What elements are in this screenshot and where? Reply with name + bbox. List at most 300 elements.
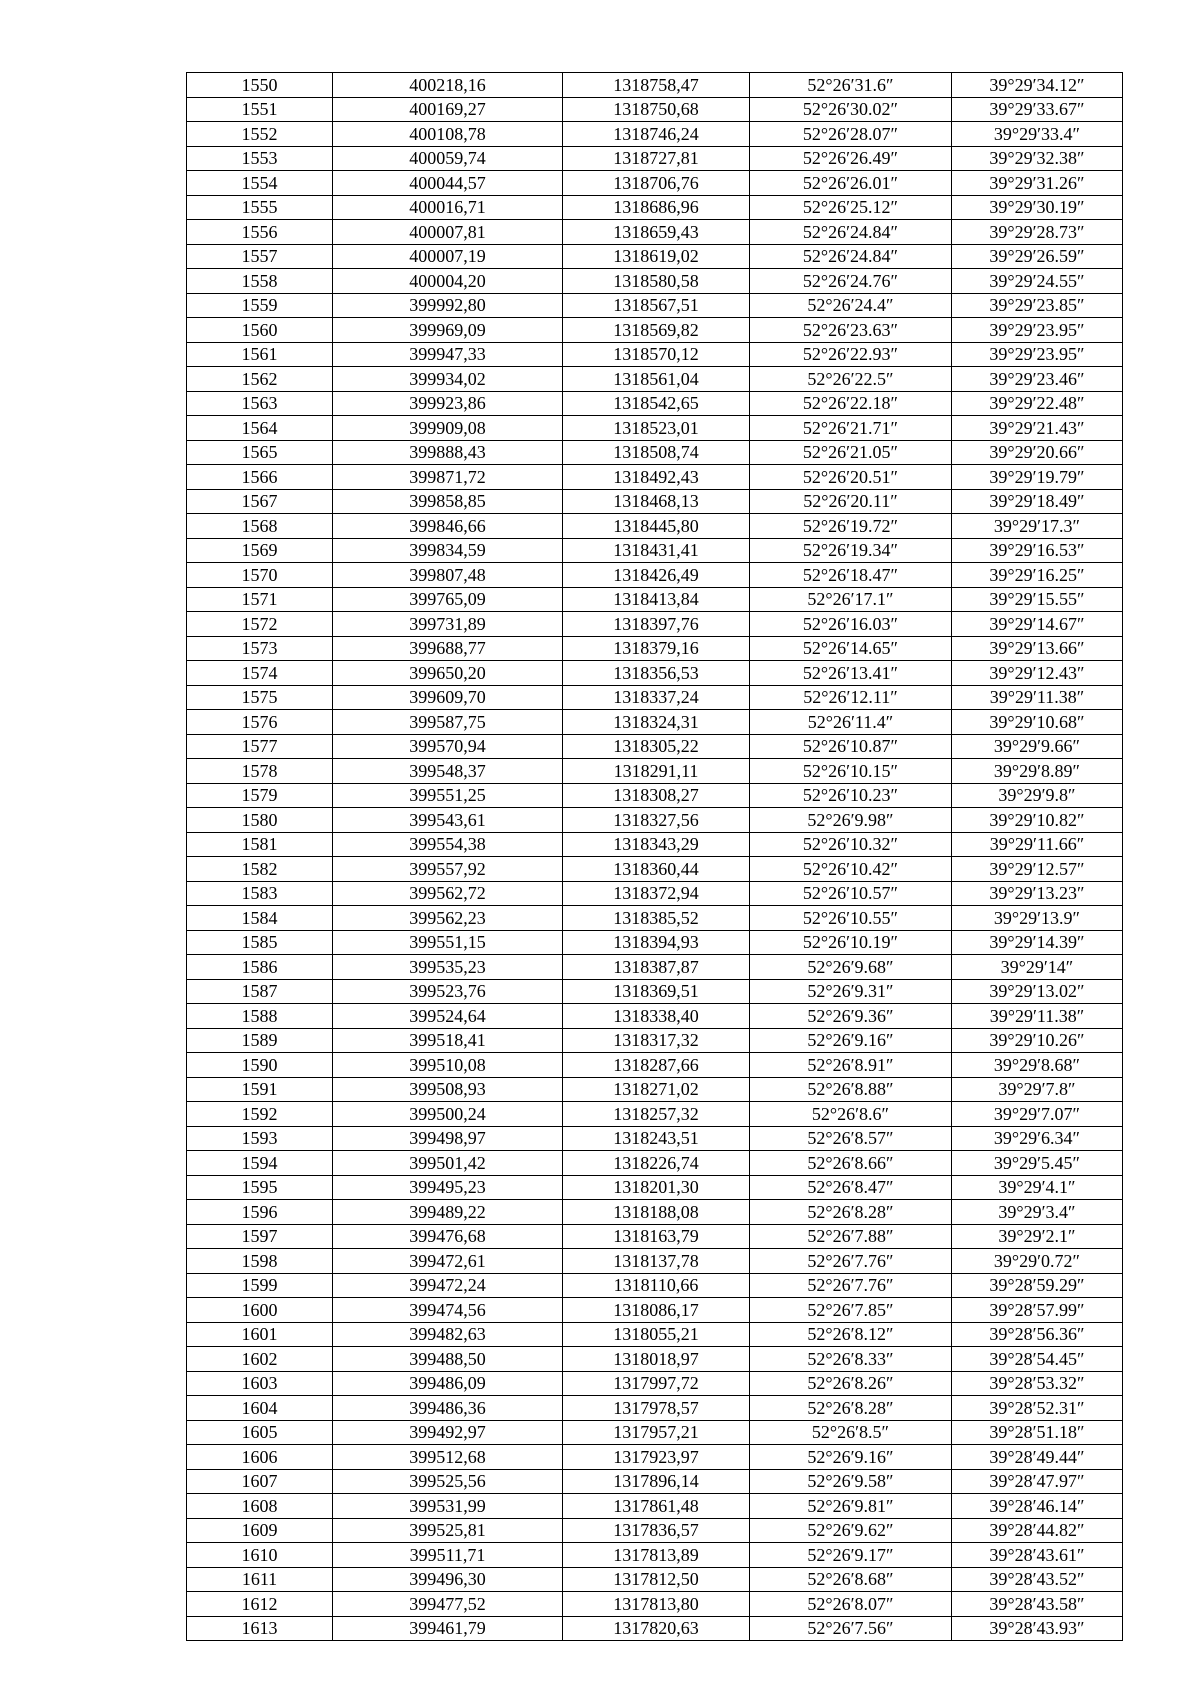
- x-coordinate-cell: 399947,33: [333, 342, 563, 367]
- longitude-cell: 39°28′57.99″: [952, 1298, 1123, 1323]
- latitude-cell: 52°26′18.47″: [750, 563, 952, 588]
- longitude-cell: 39°29′14.39″: [952, 930, 1123, 955]
- y-coordinate-cell: 1318580,58: [563, 269, 750, 294]
- point-number-cell: 1596: [187, 1200, 333, 1225]
- x-coordinate-cell: 399486,09: [333, 1371, 563, 1396]
- x-coordinate-cell: 399531,99: [333, 1494, 563, 1519]
- latitude-cell: 52°26′10.57″: [750, 881, 952, 906]
- table-row: [187, 1322, 1123, 1347]
- y-coordinate-cell: 1318569,82: [563, 318, 750, 343]
- table-row: [187, 97, 1123, 122]
- point-number-cell: 1590: [187, 1053, 333, 1078]
- table-row: [187, 1298, 1123, 1323]
- table-row: [187, 636, 1123, 661]
- table-row: [187, 832, 1123, 857]
- point-number-cell: 1582: [187, 857, 333, 882]
- latitude-cell: 52°26′7.88″: [750, 1224, 952, 1249]
- table-row: [187, 1469, 1123, 1494]
- table-row: [187, 1102, 1123, 1127]
- x-coordinate-cell: 399496,30: [333, 1567, 563, 1592]
- longitude-cell: 39°29′13.66″: [952, 636, 1123, 661]
- table-row: [187, 244, 1123, 269]
- table-row: [187, 1592, 1123, 1617]
- table-row: [187, 979, 1123, 1004]
- point-number-cell: 1608: [187, 1494, 333, 1519]
- point-number-cell: 1599: [187, 1273, 333, 1298]
- longitude-cell: 39°28′52.31″: [952, 1396, 1123, 1421]
- table-row: [187, 391, 1123, 416]
- x-coordinate-cell: 399650,20: [333, 661, 563, 686]
- table-row: [187, 1028, 1123, 1053]
- point-number-cell: 1588: [187, 1004, 333, 1029]
- x-coordinate-cell: 399511,71: [333, 1543, 563, 1568]
- x-coordinate-cell: 399731,89: [333, 612, 563, 637]
- longitude-cell: 39°29′24.55″: [952, 269, 1123, 294]
- table-row: [187, 1249, 1123, 1274]
- y-coordinate-cell: 1318360,44: [563, 857, 750, 882]
- point-number-cell: 1562: [187, 367, 333, 392]
- x-coordinate-cell: 400218,16: [333, 73, 563, 98]
- x-coordinate-cell: 399557,92: [333, 857, 563, 882]
- y-coordinate-cell: 1318445,80: [563, 514, 750, 539]
- longitude-cell: 39°29′12.57″: [952, 857, 1123, 882]
- latitude-cell: 52°26′24.4″: [750, 293, 952, 318]
- x-coordinate-cell: 399476,68: [333, 1224, 563, 1249]
- latitude-cell: 52°26′9.31″: [750, 979, 952, 1004]
- y-coordinate-cell: 1318379,16: [563, 636, 750, 661]
- latitude-cell: 52°26′25.12″: [750, 195, 952, 220]
- latitude-cell: 52°26′8.88″: [750, 1077, 952, 1102]
- y-coordinate-cell: 1318201,30: [563, 1175, 750, 1200]
- table-row: [187, 440, 1123, 465]
- longitude-cell: 39°29′32.38″: [952, 146, 1123, 171]
- latitude-cell: 52°26′10.19″: [750, 930, 952, 955]
- y-coordinate-cell: 1318327,56: [563, 808, 750, 833]
- longitude-cell: 39°29′20.66″: [952, 440, 1123, 465]
- latitude-cell: 52°26′11.4″: [750, 710, 952, 735]
- x-coordinate-cell: 399834,59: [333, 538, 563, 563]
- longitude-cell: 39°29′8.68″: [952, 1053, 1123, 1078]
- x-coordinate-cell: 399688,77: [333, 636, 563, 661]
- longitude-cell: 39°29′15.55″: [952, 587, 1123, 612]
- y-coordinate-cell: 1317813,89: [563, 1543, 750, 1568]
- longitude-cell: 39°29′11.66″: [952, 832, 1123, 857]
- point-number-cell: 1561: [187, 342, 333, 367]
- point-number-cell: 1609: [187, 1518, 333, 1543]
- table-row: [187, 1200, 1123, 1225]
- x-coordinate-cell: 399587,75: [333, 710, 563, 735]
- longitude-cell: 39°29′30.19″: [952, 195, 1123, 220]
- point-number-cell: 1595: [187, 1175, 333, 1200]
- point-number-cell: 1556: [187, 220, 333, 245]
- longitude-cell: 39°28′44.82″: [952, 1518, 1123, 1543]
- y-coordinate-cell: 1318492,43: [563, 465, 750, 490]
- table-row: [187, 269, 1123, 294]
- longitude-cell: 39°28′54.45″: [952, 1347, 1123, 1372]
- y-coordinate-cell: 1317923,97: [563, 1445, 750, 1470]
- y-coordinate-cell: 1318337,24: [563, 685, 750, 710]
- y-coordinate-cell: 1318308,27: [563, 783, 750, 808]
- latitude-cell: 52°26′20.51″: [750, 465, 952, 490]
- table-row: [187, 710, 1123, 735]
- y-coordinate-cell: 1318508,74: [563, 440, 750, 465]
- longitude-cell: 39°28′47.97″: [952, 1469, 1123, 1494]
- point-number-cell: 1576: [187, 710, 333, 735]
- x-coordinate-cell: 399486,36: [333, 1396, 563, 1421]
- y-coordinate-cell: 1318271,02: [563, 1077, 750, 1102]
- y-coordinate-cell: 1318385,52: [563, 906, 750, 931]
- y-coordinate-cell: 1318567,51: [563, 293, 750, 318]
- latitude-cell: 52°26′9.68″: [750, 955, 952, 980]
- x-coordinate-cell: 400007,81: [333, 220, 563, 245]
- y-coordinate-cell: 1318394,93: [563, 930, 750, 955]
- table-row: [187, 1273, 1123, 1298]
- latitude-cell: 52°26′10.42″: [750, 857, 952, 882]
- y-coordinate-cell: 1318317,32: [563, 1028, 750, 1053]
- table-row: [187, 1396, 1123, 1421]
- point-number-cell: 1589: [187, 1028, 333, 1053]
- table-row: [187, 514, 1123, 539]
- coordinates-table-body: [187, 73, 1123, 1641]
- latitude-cell: 52°26′7.85″: [750, 1298, 952, 1323]
- latitude-cell: 52°26′8.91″: [750, 1053, 952, 1078]
- point-number-cell: 1578: [187, 759, 333, 784]
- latitude-cell: 52°26′22.93″: [750, 342, 952, 367]
- longitude-cell: 39°29′19.79″: [952, 465, 1123, 490]
- latitude-cell: 52°26′8.47″: [750, 1175, 952, 1200]
- point-number-cell: 1587: [187, 979, 333, 1004]
- table-row: [187, 171, 1123, 196]
- latitude-cell: 52°26′23.63″: [750, 318, 952, 343]
- latitude-cell: 52°26′31.6″: [750, 73, 952, 98]
- x-coordinate-cell: 399492,97: [333, 1420, 563, 1445]
- longitude-cell: 39°29′23.85″: [952, 293, 1123, 318]
- x-coordinate-cell: 399858,85: [333, 489, 563, 514]
- y-coordinate-cell: 1318426,49: [563, 563, 750, 588]
- point-number-cell: 1560: [187, 318, 333, 343]
- point-number-cell: 1584: [187, 906, 333, 931]
- table-row: [187, 563, 1123, 588]
- table-row: [187, 808, 1123, 833]
- y-coordinate-cell: 1318356,53: [563, 661, 750, 686]
- latitude-cell: 52°26′24.84″: [750, 220, 952, 245]
- x-coordinate-cell: 399548,37: [333, 759, 563, 784]
- longitude-cell: 39°28′53.32″: [952, 1371, 1123, 1396]
- x-coordinate-cell: 399523,76: [333, 979, 563, 1004]
- y-coordinate-cell: 1318343,29: [563, 832, 750, 857]
- latitude-cell: 52°26′9.62″: [750, 1518, 952, 1543]
- point-number-cell: 1594: [187, 1151, 333, 1176]
- longitude-cell: 39°29′6.34″: [952, 1126, 1123, 1151]
- y-coordinate-cell: 1318305,22: [563, 734, 750, 759]
- table-row: [187, 1371, 1123, 1396]
- latitude-cell: 52°26′7.76″: [750, 1273, 952, 1298]
- table-row: [187, 1224, 1123, 1249]
- point-number-cell: 1585: [187, 930, 333, 955]
- table-row: [187, 122, 1123, 147]
- table-row: [187, 1567, 1123, 1592]
- point-number-cell: 1581: [187, 832, 333, 857]
- point-number-cell: 1550: [187, 73, 333, 98]
- x-coordinate-cell: 400044,57: [333, 171, 563, 196]
- x-coordinate-cell: 400016,71: [333, 195, 563, 220]
- x-coordinate-cell: 399524,64: [333, 1004, 563, 1029]
- y-coordinate-cell: 1318287,66: [563, 1053, 750, 1078]
- longitude-cell: 39°29′9.8″: [952, 783, 1123, 808]
- longitude-cell: 39°29′10.26″: [952, 1028, 1123, 1053]
- x-coordinate-cell: 399765,09: [333, 587, 563, 612]
- latitude-cell: 52°26′10.15″: [750, 759, 952, 784]
- point-number-cell: 1575: [187, 685, 333, 710]
- table-row: [187, 465, 1123, 490]
- y-coordinate-cell: 1318750,68: [563, 97, 750, 122]
- x-coordinate-cell: 399934,02: [333, 367, 563, 392]
- x-coordinate-cell: 399461,79: [333, 1616, 563, 1641]
- y-coordinate-cell: 1318188,08: [563, 1200, 750, 1225]
- x-coordinate-cell: 399472,24: [333, 1273, 563, 1298]
- table-row: [187, 1151, 1123, 1176]
- longitude-cell: 39°29′0.72″: [952, 1249, 1123, 1274]
- point-number-cell: 1557: [187, 244, 333, 269]
- y-coordinate-cell: 1317812,50: [563, 1567, 750, 1592]
- y-coordinate-cell: 1318397,76: [563, 612, 750, 637]
- latitude-cell: 52°26′9.36″: [750, 1004, 952, 1029]
- longitude-cell: 39°29′28.73″: [952, 220, 1123, 245]
- x-coordinate-cell: 399508,93: [333, 1077, 563, 1102]
- latitude-cell: 52°26′9.98″: [750, 808, 952, 833]
- table-row: [187, 195, 1123, 220]
- longitude-cell: 39°28′46.14″: [952, 1494, 1123, 1519]
- latitude-cell: 52°26′10.87″: [750, 734, 952, 759]
- latitude-cell: 52°26′9.81″: [750, 1494, 952, 1519]
- latitude-cell: 52°26′21.05″: [750, 440, 952, 465]
- latitude-cell: 52°26′9.16″: [750, 1028, 952, 1053]
- point-number-cell: 1555: [187, 195, 333, 220]
- point-number-cell: 1613: [187, 1616, 333, 1641]
- y-coordinate-cell: 1318468,13: [563, 489, 750, 514]
- point-number-cell: 1573: [187, 636, 333, 661]
- point-number-cell: 1572: [187, 612, 333, 637]
- latitude-cell: 52°26′8.26″: [750, 1371, 952, 1396]
- latitude-cell: 52°26′28.07″: [750, 122, 952, 147]
- y-coordinate-cell: 1318243,51: [563, 1126, 750, 1151]
- table-row: [187, 342, 1123, 367]
- table-row: [187, 906, 1123, 931]
- table-row: [187, 661, 1123, 686]
- longitude-cell: 39°29′5.45″: [952, 1151, 1123, 1176]
- x-coordinate-cell: 399501,42: [333, 1151, 563, 1176]
- point-number-cell: 1577: [187, 734, 333, 759]
- y-coordinate-cell: 1318758,47: [563, 73, 750, 98]
- longitude-cell: 39°29′7.07″: [952, 1102, 1123, 1127]
- longitude-cell: 39°29′11.38″: [952, 1004, 1123, 1029]
- y-coordinate-cell: 1318523,01: [563, 416, 750, 441]
- table-row: [187, 146, 1123, 171]
- latitude-cell: 52°26′19.72″: [750, 514, 952, 539]
- x-coordinate-cell: 399923,86: [333, 391, 563, 416]
- longitude-cell: 39°28′51.18″: [952, 1420, 1123, 1445]
- x-coordinate-cell: 399510,08: [333, 1053, 563, 1078]
- y-coordinate-cell: 1318727,81: [563, 146, 750, 171]
- point-number-cell: 1605: [187, 1420, 333, 1445]
- x-coordinate-cell: 399488,50: [333, 1347, 563, 1372]
- longitude-cell: 39°29′10.82″: [952, 808, 1123, 833]
- longitude-cell: 39°29′18.49″: [952, 489, 1123, 514]
- y-coordinate-cell: 1317957,21: [563, 1420, 750, 1445]
- y-coordinate-cell: 1318372,94: [563, 881, 750, 906]
- point-number-cell: 1604: [187, 1396, 333, 1421]
- y-coordinate-cell: 1318413,84: [563, 587, 750, 612]
- latitude-cell: 52°26′8.5″: [750, 1420, 952, 1445]
- y-coordinate-cell: 1317997,72: [563, 1371, 750, 1396]
- point-number-cell: 1574: [187, 661, 333, 686]
- x-coordinate-cell: 399500,24: [333, 1102, 563, 1127]
- table-row: [187, 293, 1123, 318]
- longitude-cell: 39°29′12.43″: [952, 661, 1123, 686]
- point-number-cell: 1553: [187, 146, 333, 171]
- table-row: [187, 1494, 1123, 1519]
- table-row: [187, 1420, 1123, 1445]
- latitude-cell: 52°26′8.28″: [750, 1200, 952, 1225]
- y-coordinate-cell: 1318055,21: [563, 1322, 750, 1347]
- table-row: [187, 857, 1123, 882]
- y-coordinate-cell: 1318659,43: [563, 220, 750, 245]
- table-row: [187, 1004, 1123, 1029]
- x-coordinate-cell: 399472,61: [333, 1249, 563, 1274]
- x-coordinate-cell: 399554,38: [333, 832, 563, 857]
- y-coordinate-cell: 1317978,57: [563, 1396, 750, 1421]
- point-number-cell: 1586: [187, 955, 333, 980]
- y-coordinate-cell: 1318431,41: [563, 538, 750, 563]
- x-coordinate-cell: 400059,74: [333, 146, 563, 171]
- table-row: [187, 783, 1123, 808]
- latitude-cell: 52°26′7.76″: [750, 1249, 952, 1274]
- y-coordinate-cell: 1318324,31: [563, 710, 750, 735]
- x-coordinate-cell: 399518,41: [333, 1028, 563, 1053]
- point-number-cell: 1552: [187, 122, 333, 147]
- y-coordinate-cell: 1318163,79: [563, 1224, 750, 1249]
- y-coordinate-cell: 1318291,11: [563, 759, 750, 784]
- x-coordinate-cell: 399551,25: [333, 783, 563, 808]
- longitude-cell: 39°29′13.9″: [952, 906, 1123, 931]
- y-coordinate-cell: 1318746,24: [563, 122, 750, 147]
- table-row: [187, 416, 1123, 441]
- x-coordinate-cell: 399543,61: [333, 808, 563, 833]
- longitude-cell: 39°29′16.53″: [952, 538, 1123, 563]
- longitude-cell: 39°29′23.95″: [952, 342, 1123, 367]
- y-coordinate-cell: 1318686,96: [563, 195, 750, 220]
- table-row: [187, 1518, 1123, 1543]
- point-number-cell: 1602: [187, 1347, 333, 1372]
- table-row: [187, 955, 1123, 980]
- point-number-cell: 1568: [187, 514, 333, 539]
- latitude-cell: 52°26′7.56″: [750, 1616, 952, 1641]
- x-coordinate-cell: 399551,15: [333, 930, 563, 955]
- y-coordinate-cell: 1318542,65: [563, 391, 750, 416]
- point-number-cell: 1592: [187, 1102, 333, 1127]
- x-coordinate-cell: 400169,27: [333, 97, 563, 122]
- point-number-cell: 1611: [187, 1567, 333, 1592]
- point-number-cell: 1598: [187, 1249, 333, 1274]
- longitude-cell: 39°29′33.67″: [952, 97, 1123, 122]
- x-coordinate-cell: 399871,72: [333, 465, 563, 490]
- x-coordinate-cell: 400004,20: [333, 269, 563, 294]
- x-coordinate-cell: 399477,52: [333, 1592, 563, 1617]
- point-number-cell: 1558: [187, 269, 333, 294]
- longitude-cell: 39°29′13.02″: [952, 979, 1123, 1004]
- x-coordinate-cell: 399525,81: [333, 1518, 563, 1543]
- table-row: [187, 685, 1123, 710]
- latitude-cell: 52°26′20.11″: [750, 489, 952, 514]
- x-coordinate-cell: 399474,56: [333, 1298, 563, 1323]
- table-row: [187, 220, 1123, 245]
- y-coordinate-cell: 1318257,32: [563, 1102, 750, 1127]
- point-number-cell: 1554: [187, 171, 333, 196]
- table-row: [187, 881, 1123, 906]
- longitude-cell: 39°29′14.67″: [952, 612, 1123, 637]
- latitude-cell: 52°26′12.11″: [750, 685, 952, 710]
- x-coordinate-cell: 399969,09: [333, 318, 563, 343]
- y-coordinate-cell: 1318561,04: [563, 367, 750, 392]
- table-row: [187, 587, 1123, 612]
- point-number-cell: 1563: [187, 391, 333, 416]
- latitude-cell: 52°26′16.03″: [750, 612, 952, 637]
- x-coordinate-cell: 399495,23: [333, 1175, 563, 1200]
- latitude-cell: 52°26′8.33″: [750, 1347, 952, 1372]
- point-number-cell: 1593: [187, 1126, 333, 1151]
- table-row: [187, 538, 1123, 563]
- longitude-cell: 39°29′7.8″: [952, 1077, 1123, 1102]
- latitude-cell: 52°26′22.5″: [750, 367, 952, 392]
- table-row: [187, 1126, 1123, 1151]
- longitude-cell: 39°28′43.58″: [952, 1592, 1123, 1617]
- longitude-cell: 39°28′59.29″: [952, 1273, 1123, 1298]
- latitude-cell: 52°26′22.18″: [750, 391, 952, 416]
- latitude-cell: 52°26′8.68″: [750, 1567, 952, 1592]
- table-row: [187, 930, 1123, 955]
- x-coordinate-cell: 399807,48: [333, 563, 563, 588]
- table-row: [187, 489, 1123, 514]
- x-coordinate-cell: 399498,97: [333, 1126, 563, 1151]
- longitude-cell: 39°29′2.1″: [952, 1224, 1123, 1249]
- y-coordinate-cell: 1318110,66: [563, 1273, 750, 1298]
- table-row: [187, 612, 1123, 637]
- longitude-cell: 39°29′31.26″: [952, 171, 1123, 196]
- table-row: [187, 318, 1123, 343]
- longitude-cell: 39°28′49.44″: [952, 1445, 1123, 1470]
- longitude-cell: 39°29′4.1″: [952, 1175, 1123, 1200]
- longitude-cell: 39°28′56.36″: [952, 1322, 1123, 1347]
- latitude-cell: 52°26′10.55″: [750, 906, 952, 931]
- x-coordinate-cell: 399562,72: [333, 881, 563, 906]
- longitude-cell: 39°29′23.46″: [952, 367, 1123, 392]
- x-coordinate-cell: 399846,66: [333, 514, 563, 539]
- point-number-cell: 1580: [187, 808, 333, 833]
- y-coordinate-cell: 1318570,12: [563, 342, 750, 367]
- point-number-cell: 1567: [187, 489, 333, 514]
- table-row: [187, 1053, 1123, 1078]
- table-row: [187, 1543, 1123, 1568]
- longitude-cell: 39°29′26.59″: [952, 244, 1123, 269]
- y-coordinate-cell: 1317861,48: [563, 1494, 750, 1519]
- latitude-cell: 52°26′24.84″: [750, 244, 952, 269]
- x-coordinate-cell: 399562,23: [333, 906, 563, 931]
- point-number-cell: 1606: [187, 1445, 333, 1470]
- latitude-cell: 52°26′13.41″: [750, 661, 952, 686]
- latitude-cell: 52°26′26.49″: [750, 146, 952, 171]
- longitude-cell: 39°29′14″: [952, 955, 1123, 980]
- point-number-cell: 1559: [187, 293, 333, 318]
